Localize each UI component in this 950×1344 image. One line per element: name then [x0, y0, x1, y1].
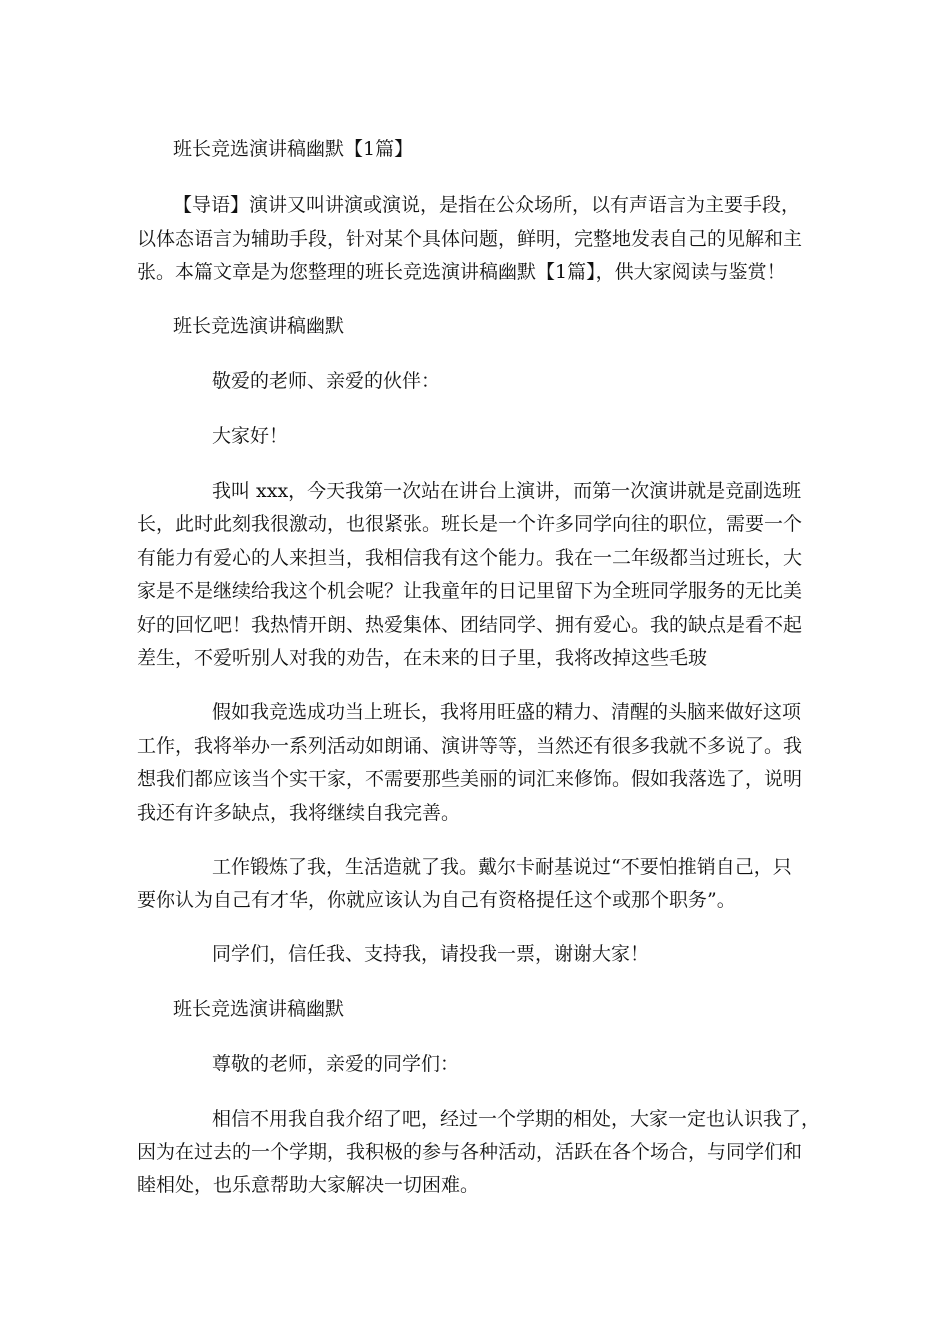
document-title: 班长竞选演讲稿幽默【1篇】: [173, 138, 414, 160]
intro-line: 张。本篇文章是为您整理的班长竞选演讲稿幽默【1篇】，供大家阅读与鉴赏！: [137, 261, 786, 283]
paragraph-line: 睦相处，也乐意帮助大家解决一切困难。: [137, 1174, 480, 1196]
intro-line: 以体态语言为辅助手段，针对某个具体问题，鲜明，完整地发表自己的见解和主: [137, 228, 803, 250]
paragraph-line: 因为在过去的一个学期，我积极的参与各种活动，活跃在各个场合，与同学们和: [137, 1141, 803, 1163]
paragraph-line: 好的回忆吧！我热情开朗、热爱集体、团结同学、拥有爱心。我的缺点是看不起: [137, 614, 803, 636]
paragraph-line: 差生，不爱听别人对我的劝告，在未来的日子里，我将改掉这些毛玻: [137, 647, 708, 669]
paragraph-line: 假如我竞选成功当上班长，我将用旺盛的精力、清醒的头脑来做好这项: [212, 701, 802, 723]
paragraph-line: 要你认为自己有才华，你就应该认为自己有资格提任这个或那个职务”。: [137, 889, 736, 911]
section1-greeting: 大家好！: [212, 425, 289, 447]
section2-heading: 班长竞选演讲稿幽默: [173, 998, 345, 1020]
section1-salutation: 敬爱的老师、亲爱的伙伴：: [212, 370, 441, 392]
section2-salutation: 尊敬的老师，亲爱的同学们：: [212, 1053, 460, 1075]
paragraph-line: 我还有许多缺点，我将继续自我完善。: [137, 802, 461, 824]
paragraph-line: 工作锻炼了我，生活造就了我。戴尔卡耐基说过“不要怕推销自己，只: [212, 856, 792, 878]
paragraph-line: 家是不是继续给我这个机会呢？让我童年的日记里留下为全班同学服务的无比美: [137, 580, 803, 602]
paragraph-line: 工作，我将举办一系列活动如朗诵、演讲等等，当然还有很多我就不多说了。我: [137, 735, 803, 757]
section1-heading: 班长竞选演讲稿幽默: [173, 315, 345, 337]
paragraph-line: 相信不用我自我介绍了吧，经过一个学期的相处，大家一定也认识我了，: [212, 1108, 821, 1130]
intro-line: 【导语】演讲又叫讲演或演说，是指在公众场所，以有声语言为主要手段，: [173, 194, 801, 216]
paragraph-line: 有能力有爱心的人来担当，我相信我有这个能力。我在一二年级都当过班长，大: [137, 547, 803, 569]
paragraph-line: 长，此时此刻我很激动，也很紧张。班长是一个许多同学向往的职位，需要一个: [137, 513, 803, 535]
paragraph-line: 想我们都应该当个实干家，不需要那些美丽的词汇来修饰。假如我落选了，说明: [137, 768, 803, 790]
section1-closing: 同学们，信任我、支持我，请投我一票，谢谢大家！: [212, 943, 650, 965]
paragraph-line: 我叫 xxx，今天我第一次站在讲台上演讲，而第一次演讲就是竞副选班: [212, 480, 802, 502]
